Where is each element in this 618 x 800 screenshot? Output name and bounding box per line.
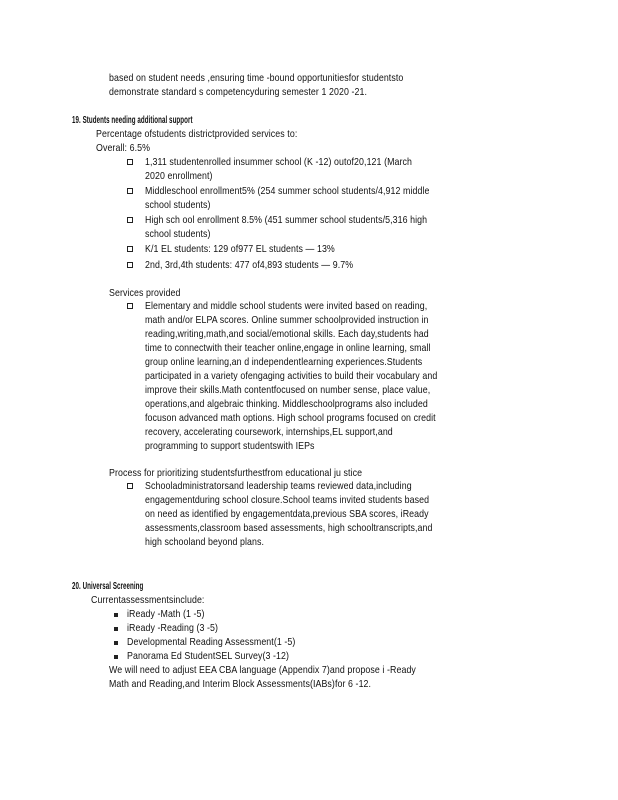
stat-item-5: 2nd, 3rd,4th students: 477 of4,893 students — 9.7% <box>145 259 354 271</box>
process-line-3: on need as identified by engagementdata,previous SBA scores, iReady <box>145 508 429 520</box>
checkbox-bullet-icon <box>127 246 133 252</box>
services-line-11: programming to support studentswith IEPs <box>145 440 315 452</box>
services-line-7: improve their skills.Math contentfocused on number sense, place value, <box>145 384 431 396</box>
intro-line-1: based on student needs ,ensuring time -bound opportunitiesfor studentsto <box>109 72 404 84</box>
intro-line-2: demonstrate standard s competencyduring semester 1 2020 -21. <box>109 86 368 98</box>
stat-item-1-line-2: 2020 enrollment) <box>145 170 213 182</box>
stat-item-2-line-2: school students) <box>145 199 211 211</box>
screening-item-3: Developmental Reading Assessment(1 -5) <box>127 636 296 648</box>
checkbox-bullet-icon <box>127 159 133 165</box>
screening-item-2: iReady -Reading (3 -5) <box>127 622 219 634</box>
screening-closing-1: We will need to adjust EEA CBA language (Appendix 7)and propose i -Ready <box>109 664 416 676</box>
checkbox-bullet-icon <box>127 217 133 223</box>
checkbox-bullet-icon <box>127 262 133 268</box>
stat-item-4: K/1 EL students: 129 of977 EL students — 13% <box>145 243 335 255</box>
overall-line: Overall: 6.5% <box>96 142 151 154</box>
checkbox-bullet-icon <box>127 483 133 489</box>
process-line-5: high schooland beyond plans. <box>145 536 265 548</box>
services-line-2: math and/or ELPA scores. Online summer schoolprovided instruction in <box>145 314 429 326</box>
process-label: Process for prioritizing studentsfurthestfrom educational ju stice <box>109 467 363 479</box>
process-line-1: Schooladministratorsand leadership teams reviewed data,including <box>145 480 412 492</box>
square-bullet-icon <box>114 613 118 617</box>
percentage-line: Percentage ofstudents districtprovided services to: <box>96 128 298 140</box>
services-line-10: recovery, accelerating coursework, internships,EL support,and <box>145 426 393 438</box>
services-line-9: focuson advanced math options. High school programs focused on credit <box>145 412 436 424</box>
stat-item-3-line-2: school students) <box>145 228 211 240</box>
services-label: Services provided <box>109 287 181 299</box>
stat-item-1-line-1: 1,311 studentenrolled insummer school (K -12) outof20,121 (March <box>145 156 413 168</box>
stat-item-2-line-1: Middleschool enrollment5% (254 summer school students/4,912 middle <box>145 185 430 197</box>
process-line-2: engagementduring school closure.School teams invited students based <box>145 494 430 506</box>
square-bullet-icon <box>114 627 118 631</box>
section-19-heading: 19. Students needing additional support <box>72 115 193 126</box>
stat-item-3-line-1: High sch ool enrollment 8.5% (451 summer school students/5,316 high <box>145 214 428 226</box>
services-line-8: operations,and algebraic thinking. Middleschoolprograms also included <box>145 398 428 410</box>
section-20-heading: 20. Universal Screening <box>72 581 144 592</box>
checkbox-bullet-icon <box>127 188 133 194</box>
square-bullet-icon <box>114 655 118 659</box>
checkbox-bullet-icon <box>127 303 133 309</box>
screening-item-1: iReady -Math (1 -5) <box>127 608 205 620</box>
services-line-6: participated in a variety ofengaging activities to build their vocabulary and <box>145 370 438 382</box>
process-line-4: assessments,classroom based assessments, high schooltranscripts,and <box>145 522 433 534</box>
services-line-3: reading,writing,math,and social/emotional skills. Each day,students had <box>145 328 429 340</box>
screening-item-4: Panorama Ed StudentSEL Survey(3 -12) <box>127 650 290 662</box>
services-line-1: Elementary and middle school students were invited based on reading, <box>145 300 428 312</box>
services-line-5: group online learning,an d independentlearning experiences.Students <box>145 356 423 368</box>
square-bullet-icon <box>114 641 118 645</box>
screening-closing-2: Math and Reading,and Interim Block Assessments(IABs)for 6 -12. <box>109 678 372 690</box>
services-line-4: time to connectwith their teacher online,engage in online learning, small <box>145 342 431 354</box>
screening-intro: Currentassessmentsinclude: <box>91 594 205 606</box>
